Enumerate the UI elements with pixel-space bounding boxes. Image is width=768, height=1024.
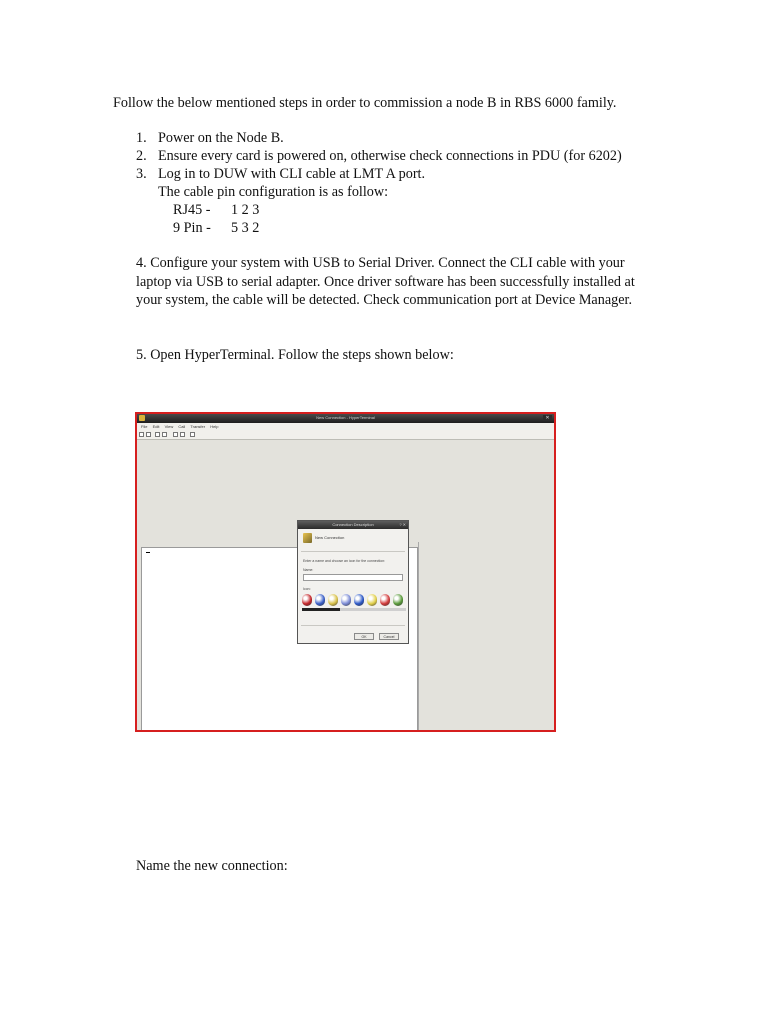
text-cursor [146, 552, 150, 553]
pin-row-values: 5 3 2 [231, 220, 260, 236]
icon-scrollbar[interactable] [302, 608, 406, 611]
new-connection-icon [303, 533, 312, 543]
properties-icon[interactable] [190, 432, 195, 437]
step-5-text: 5. Open HyperTerminal. Follow the steps shown below: [136, 347, 454, 363]
send-icon[interactable] [173, 432, 178, 437]
step-number: 1. [136, 130, 147, 146]
menu-bar [137, 423, 554, 430]
ok-button[interactable]: OK [354, 633, 374, 640]
dialog-header: New Connection [315, 535, 345, 540]
connection-description-dialog [297, 520, 409, 644]
divider [301, 625, 405, 626]
pin-row-label: RJ45 - [173, 202, 211, 218]
pin-row-values: 1 2 3 [231, 202, 260, 218]
dialog-title: Connection Description [298, 521, 408, 529]
menu-file[interactable]: File [141, 424, 148, 429]
connection-icon-option[interactable] [315, 594, 325, 606]
menu-call[interactable]: Call [178, 424, 186, 429]
open-icon[interactable] [146, 432, 151, 437]
step-text: Ensure every card is powered on, otherwise check connections in PDU (for 6202) [158, 148, 622, 164]
connection-icon-option[interactable] [302, 594, 312, 606]
pin-config-heading: The cable pin configuration is as follow: [158, 184, 389, 200]
scrollbar[interactable] [418, 542, 419, 732]
dialog-prompt: Enter a name and choose an icon for the connection: [303, 559, 386, 563]
close-icon[interactable]: ✕ [543, 415, 552, 421]
dialog-close-icon[interactable]: ? ✕ [399, 522, 406, 527]
name-label: Name: [303, 568, 314, 572]
new-icon[interactable] [139, 432, 144, 437]
hyperterminal-screenshot [135, 412, 556, 732]
intro-paragraph: Follow the below mentioned steps in order to commission a node B in RBS 6000 family. [113, 95, 617, 111]
connection-icon-option[interactable] [341, 594, 351, 606]
scroll-thumb[interactable] [302, 608, 340, 611]
menu-view[interactable]: View [164, 424, 174, 429]
step-number: 3. [136, 166, 147, 182]
phone-icon[interactable] [155, 432, 160, 437]
step-text: Power on the Node B. [158, 130, 284, 146]
step-4-paragraph: 4. Configure your system with USB to Serial Driver. Connect the CLI cable with your laptop via USB to serial adapter. Once driver software has been successfully installed at your system, the cable will be detected. Check communication port at Device Manager. [136, 255, 635, 308]
pin-row-label: 9 Pin - [173, 220, 211, 236]
window-titlebar [137, 414, 554, 423]
window-title: New Connection - HyperTerminal [316, 415, 375, 420]
menu-edit[interactable]: Edit [152, 424, 160, 429]
caption: Name the new connection: [136, 858, 288, 874]
receive-icon[interactable] [180, 432, 185, 437]
connection-icon-option[interactable] [367, 594, 377, 606]
menu-help[interactable]: Help [210, 424, 219, 429]
connection-icon-option[interactable] [380, 594, 390, 606]
connection-name-input[interactable] [303, 574, 403, 581]
connection-icon-option[interactable] [328, 594, 338, 606]
disconnect-icon[interactable] [162, 432, 167, 437]
connection-icon-option[interactable] [354, 594, 364, 606]
icon-label: Icon: [303, 587, 311, 591]
step-text: Log in to DUW with CLI cable at LMT A port. [158, 166, 426, 182]
icon-picker[interactable] [302, 594, 406, 608]
cancel-button[interactable]: Cancel [379, 633, 399, 640]
connection-icon-option[interactable] [393, 594, 403, 606]
menu-transfer[interactable]: Transfer [190, 424, 206, 429]
toolbar [137, 430, 554, 440]
step-number: 2. [136, 148, 147, 164]
divider [301, 551, 405, 552]
